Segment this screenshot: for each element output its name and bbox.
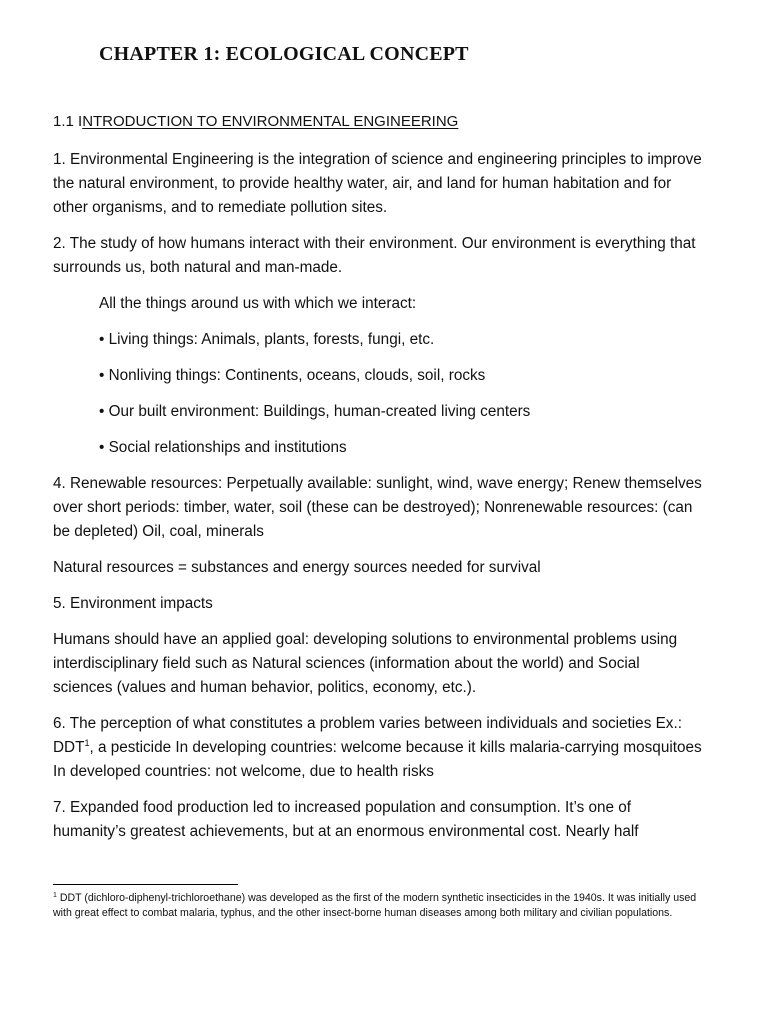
paragraph-things-intro: All the things around us with which we interact:	[99, 295, 417, 312]
paragraph-humans-goal: Humans should have an applied goal: developing solutions to environmental problems using interdisciplinary field such as Natural sciences (information about the world) and Social sciences (values and human behavior, politics, economy, etc.).	[53, 631, 678, 696]
footnote	[53, 891, 713, 921]
section-title: NTRODUCTION TO ENVIRONMENTAL ENGINEERING	[82, 113, 459, 130]
bullet-social-relationships: • Social relationships and institutions	[99, 439, 347, 456]
paragraph-natural-resources: Natural resources = substances and energy sources needed for survival	[53, 559, 541, 576]
paragraph-6	[53, 712, 703, 784]
footnote-marker: 1	[53, 892, 57, 899]
footnote-text: DDT (dichloro-diphenyl-trichloroethane) was developed as the first of the modern synthetic insecticides in the 1940s. It was initially used with great effect to combat malaria, typhus, and the other insect-borne human diseases among both military and civilian populations.	[53, 892, 697, 919]
paragraph-4: 4. Renewable resources: Perpetually available: sunlight, wind, wave energy; Renew themselves over short periods: timber, water, soil (these can be destroyed); Nonrenewable resources: (can be depleted) Oil, coal, minerals	[53, 475, 702, 540]
paragraph-1: 1. Environmental Engineering is the integration of science and engineering principles to improve the natural environment, to provide healthy water, air, and land for human habitation and for other organisms, and to remediate pollution sites.	[53, 151, 702, 216]
paragraph-7: 7. Expanded food production led to increased population and consumption. It’s one of humanity’s greatest achievements, but at an enormous environmental cost. Nearly half	[53, 799, 639, 840]
paragraph-6-end: , a pesticide In developing countries: welcome because it kills malaria-carrying mosquitoes In developed countries: not welcome, due to health risks	[53, 739, 702, 780]
paragraph-2: 2. The study of how humans interact with their environment. Our environment is everything that surrounds us, both natural and man-made.	[53, 235, 696, 276]
section-heading	[53, 113, 458, 130]
paragraph-5: 5. Environment impacts	[53, 595, 213, 612]
chapter-title: CHAPTER 1: ECOLOGICAL CONCEPT	[99, 43, 469, 65]
bullet-nonliving-things: • Nonliving things: Continents, oceans, clouds, soil, rocks	[99, 367, 486, 384]
bullet-built-environment: • Our built environment: Buildings, human-created living centers	[99, 403, 531, 420]
footnote-separator	[53, 884, 238, 885]
bullet-living-things: • Living things: Animals, plants, forests, fungi, etc.	[99, 331, 435, 348]
body-text	[53, 148, 703, 856]
paragraph-6-start: 6. The perception of what constitutes a problem varies between individuals and societies Ex.: DDT	[53, 715, 682, 756]
footnote-reference[interactable]: 1	[84, 738, 90, 748]
section-number: 1.1 I	[53, 113, 83, 130]
